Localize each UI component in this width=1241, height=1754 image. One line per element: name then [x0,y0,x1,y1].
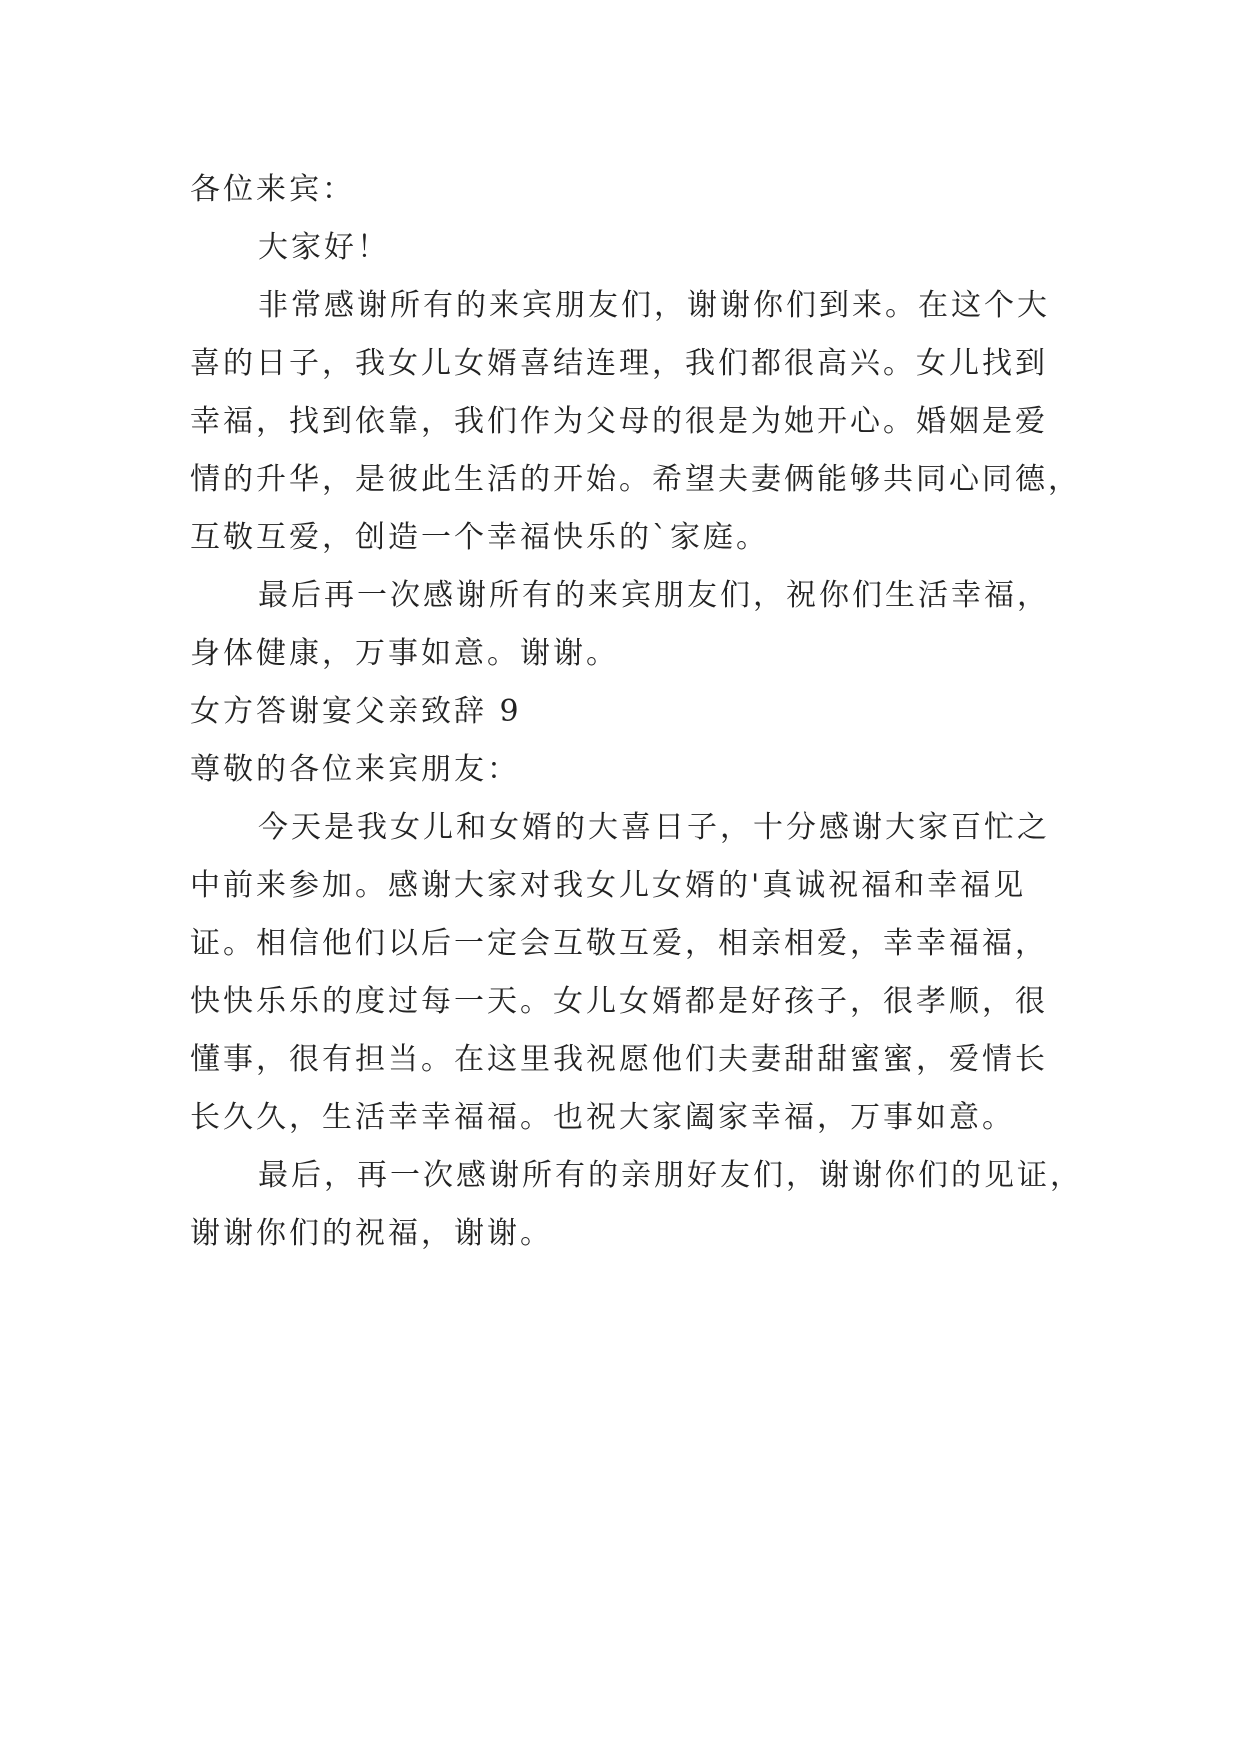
salutation: 各位来宾： [190,172,355,207]
salutation: 尊敬的各位来宾朋友： [190,752,520,787]
paragraph-line: 情的升华，是彼此生活的开始。希望夫妻俩能够共同心同德， [190,462,1081,497]
paragraph-line: 身体健康，万事如意。谢谢。 [190,636,619,671]
paragraph-line: 谢谢你们的祝福，谢谢。 [190,1216,553,1251]
paragraph-line: 中前来参加。感谢大家对我女儿女婿的'真诚祝福和幸福见 [190,868,1027,903]
paragraph-line: 今天是我女儿和女婿的大喜日子，十分感谢大家百忙之 [258,810,1050,845]
paragraph-line: 非常感谢所有的来宾朋友们，谢谢你们到来。在这个大 [258,288,1050,323]
paragraph-line: 最后再一次感谢所有的来宾朋友们，祝你们生活幸福， [258,578,1050,613]
paragraph-line: 喜的日子，我女儿女婿喜结连理，我们都很高兴。女儿找到 [190,346,1048,381]
paragraph-line: 懂事，很有担当。在这里我祝愿他们夫妻甜甜蜜蜜，爱情长 [190,1042,1048,1077]
section-title: 女方答谢宴父亲致辞 9 [190,694,522,729]
document-body [190,161,1083,1263]
paragraph-line: 幸福，找到依靠，我们作为父母的很是为她开心。婚姻是爱 [190,404,1048,439]
paragraph-line: 证。相信他们以后一定会互敬互爱，相亲相爱，幸幸福福， [190,926,1048,961]
paragraph-line: 最后，再一次感谢所有的亲朋好友们，谢谢你们的见证， [258,1158,1083,1193]
paragraph-line: 长久久，生活幸幸福福。也祝大家阖家幸福，万事如意。 [190,1100,1015,1135]
paragraph-line: 快快乐乐的度过每一天。女儿女婿都是好孩子，很孝顺，很 [190,984,1048,1019]
paragraph-line: 互敬互爱，创造一个幸福快乐的`家庭。 [190,520,769,555]
greeting: 大家好！ [258,230,390,265]
